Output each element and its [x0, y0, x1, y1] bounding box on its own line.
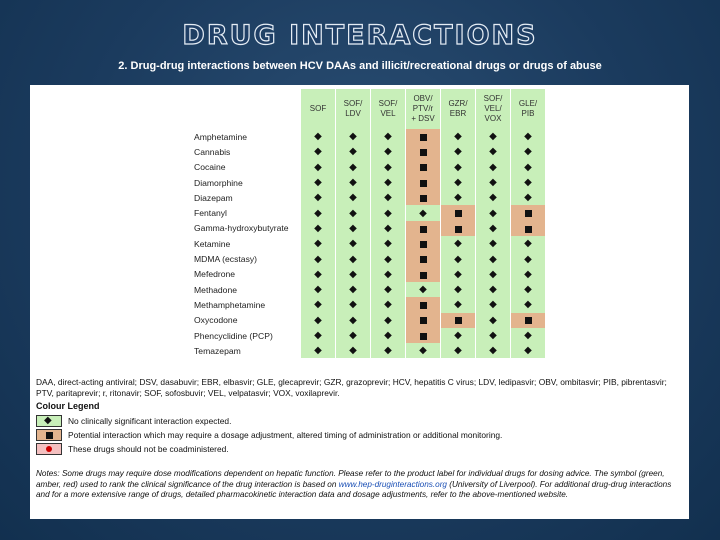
diamond-icon: ◆ [489, 299, 497, 311]
diamond-icon: ◆ [384, 131, 392, 143]
interaction-cell-green [511, 129, 546, 144]
square-icon [420, 164, 427, 171]
square-icon [455, 226, 462, 233]
interaction-cell-green [301, 221, 336, 236]
diamond-icon: ◆ [419, 284, 427, 296]
interaction-cell-amber [406, 144, 441, 159]
diamond-icon: ◆ [489, 177, 497, 189]
diamond-icon: ◆ [454, 253, 462, 265]
diamond-icon: ◆ [314, 314, 322, 326]
interaction-cell-green [301, 282, 336, 297]
legend-title: Colour Legend [36, 401, 100, 411]
diamond-icon: ◆ [489, 146, 497, 158]
diamond-icon: ◆ [524, 238, 532, 250]
square-icon [420, 134, 427, 141]
interaction-cell-green [511, 190, 546, 205]
dot-icon [46, 446, 52, 452]
diamond-icon: ◆ [314, 222, 322, 234]
diamond-icon: ◆ [349, 161, 357, 173]
diamond-icon: ◆ [384, 345, 392, 357]
diamond-icon: ◆ [454, 345, 462, 357]
interaction-cell-green [301, 175, 336, 190]
diamond-icon: ◆ [524, 330, 532, 341]
column-header: SOF [301, 89, 336, 129]
diamond-icon: ◆ [419, 207, 427, 219]
diamond-icon: ◆ [419, 345, 427, 357]
interaction-cell-green [301, 236, 336, 251]
interaction-cell-green [336, 313, 371, 328]
interaction-cell-green [441, 267, 476, 282]
diamond-icon: ◆ [524, 161, 532, 173]
diamond-icon: ◆ [524, 299, 532, 311]
table-row [192, 190, 545, 205]
drug-name: Amphetamine [192, 129, 301, 144]
diamond-icon: ◆ [349, 192, 357, 204]
drug-name: Ketamine [192, 236, 301, 251]
diamond-icon: ◆ [384, 161, 392, 173]
square-icon [455, 210, 462, 217]
diamond-icon: ◆ [349, 146, 357, 158]
interaction-cell-green [301, 251, 336, 266]
notes-text [36, 469, 686, 501]
interaction-cell-amber [441, 205, 476, 220]
notes-before: Notes: Some drugs may require dose modifications dependent on hepatic function. Please refer to the product label for individual drugs for dosing advice. The symbol (green, amber, red) used to rank the clinical significance of the drug interaction is based on [36, 469, 665, 489]
interaction-cell-amber [406, 313, 441, 328]
column-header: SOF/ VEL/ VOX [476, 89, 511, 129]
interaction-cell-green [441, 328, 476, 343]
diamond-icon: ◆ [524, 253, 532, 265]
hep-druginteractions-link[interactable]: www.hep-druginteractions.org [338, 479, 447, 489]
diamond-icon: ◆ [314, 268, 322, 280]
interaction-cell-green [336, 236, 371, 251]
interaction-cell-green [511, 297, 546, 312]
interaction-cell-amber [406, 160, 441, 175]
drug-name: Diamorphine [192, 175, 301, 190]
column-header: GZR/ EBR [441, 89, 476, 129]
interaction-cell-green [441, 190, 476, 205]
diamond-icon: ◆ [489, 284, 497, 296]
diamond-icon: ◆ [384, 299, 392, 311]
interaction-cell-amber [406, 328, 441, 343]
table-corner [192, 89, 301, 129]
square-icon [420, 180, 427, 187]
diamond-icon: ◆ [489, 330, 497, 341]
interaction-cell-green [336, 221, 371, 236]
interaction-cell-green [511, 267, 546, 282]
diamond-icon: ◆ [384, 207, 392, 219]
interaction-cell-green [336, 267, 371, 282]
interaction-cell-amber [441, 221, 476, 236]
drug-name: Cocaine [192, 160, 301, 175]
square-icon [420, 333, 427, 340]
interaction-cell-amber [406, 175, 441, 190]
interaction-cell-amber [406, 221, 441, 236]
interaction-cell-green [336, 144, 371, 159]
interaction-cell-green [371, 129, 406, 144]
interaction-cell-green [371, 236, 406, 251]
table-row [192, 175, 545, 190]
drug-name: Fentanyl [192, 205, 301, 220]
diamond-icon: ◆ [349, 207, 357, 219]
diamond-icon: ◆ [454, 131, 462, 143]
diamond-icon: ◆ [384, 238, 392, 250]
interaction-cell-green [371, 205, 406, 220]
diamond-icon: ◆ [454, 299, 462, 311]
interaction-cell-green [371, 297, 406, 312]
diamond-icon: ◆ [314, 161, 322, 173]
interaction-cell-green [441, 282, 476, 297]
diamond-icon: ◆ [384, 177, 392, 189]
table-row [192, 251, 545, 266]
column-header: SOF/ LDV [336, 89, 371, 129]
interaction-cell-green [336, 129, 371, 144]
interaction-cell-green [476, 343, 511, 358]
table-header-row [192, 89, 545, 129]
diamond-icon: ◆ [489, 253, 497, 265]
interaction-cell-green [441, 297, 476, 312]
interaction-cell-green [476, 160, 511, 175]
table-row [192, 297, 545, 312]
column-header: OBV/ PTV/r + DSV [406, 89, 441, 129]
table-row [192, 343, 545, 358]
interaction-cell-amber [441, 313, 476, 328]
interaction-cell-green [476, 205, 511, 220]
legend-red-swatch [36, 443, 62, 455]
interaction-cell-green [301, 343, 336, 358]
interaction-cell-green [476, 328, 511, 343]
table-row [192, 160, 545, 175]
legend-red-text: These drugs should not be coadministered. [68, 444, 229, 454]
table-row [192, 282, 545, 297]
interaction-cell-green [441, 343, 476, 358]
table-row [192, 205, 545, 220]
table-row [192, 144, 545, 159]
drug-name: Methamphetamine [192, 297, 301, 312]
interaction-cell-green [371, 251, 406, 266]
table-row [192, 267, 545, 282]
interaction-cell-green [336, 328, 371, 343]
square-icon [420, 226, 427, 233]
square-icon [420, 149, 427, 156]
diamond-icon: ◆ [44, 415, 52, 426]
interaction-cell-green [511, 160, 546, 175]
interaction-cell-green [476, 129, 511, 144]
table-row [192, 328, 545, 343]
interaction-cell-green [441, 251, 476, 266]
interaction-cell-green [511, 175, 546, 190]
interaction-cell-green [476, 313, 511, 328]
interaction-cell-green [371, 267, 406, 282]
diamond-icon: ◆ [384, 314, 392, 326]
diamond-icon: ◆ [384, 284, 392, 296]
interaction-cell-green [511, 343, 546, 358]
diamond-icon: ◆ [454, 177, 462, 189]
interaction-cell-green [476, 175, 511, 190]
interaction-cell-green [336, 160, 371, 175]
interaction-cell-amber [406, 267, 441, 282]
interaction-cell-green [371, 313, 406, 328]
interaction-cell-green [371, 160, 406, 175]
diamond-icon: ◆ [349, 314, 357, 326]
diamond-icon: ◆ [454, 330, 462, 341]
interaction-cell-amber [511, 221, 546, 236]
diamond-icon: ◆ [489, 207, 497, 219]
square-icon [46, 432, 53, 439]
interaction-cell-green [371, 144, 406, 159]
drug-name: Phencyclidine (PCP) [192, 328, 301, 343]
diamond-icon: ◆ [314, 207, 322, 219]
interaction-cell-green [301, 313, 336, 328]
interaction-cell-green [511, 282, 546, 297]
interaction-table-wrap [192, 89, 545, 358]
diamond-icon: ◆ [349, 253, 357, 265]
diamond-icon: ◆ [384, 222, 392, 234]
interaction-cell-green [441, 144, 476, 159]
interaction-cell-green [406, 343, 441, 358]
diamond-icon: ◆ [384, 146, 392, 158]
diamond-icon: ◆ [349, 330, 357, 341]
column-header: SOF/ VEL [371, 89, 406, 129]
drug-name: Diazepam [192, 190, 301, 205]
square-icon [420, 241, 427, 248]
table-row [192, 129, 545, 144]
legend-amber-text: Potential interaction which may require a dosage adjustment, altered timing of administration or additional monitoring. [68, 430, 503, 440]
legend-green-swatch [36, 415, 62, 427]
diamond-icon: ◆ [489, 268, 497, 280]
diamond-icon: ◆ [314, 299, 322, 311]
diamond-icon: ◆ [524, 284, 532, 296]
interaction-cell-green [301, 144, 336, 159]
diamond-icon: ◆ [384, 253, 392, 265]
diamond-icon: ◆ [349, 222, 357, 234]
diamond-icon: ◆ [349, 131, 357, 143]
diamond-icon: ◆ [314, 192, 322, 204]
interaction-cell-green [511, 251, 546, 266]
interaction-cell-green [371, 328, 406, 343]
square-icon [525, 226, 532, 233]
legend-row-amber [36, 428, 686, 442]
drug-name: MDMA (ecstasy) [192, 251, 301, 266]
interaction-cell-green [336, 343, 371, 358]
diamond-icon: ◆ [489, 161, 497, 173]
drug-name: Oxycodone [192, 313, 301, 328]
interaction-cell-green [336, 251, 371, 266]
interaction-cell-amber [406, 190, 441, 205]
slide-title: DRUG INTERACTIONS [182, 20, 538, 51]
content-panel [30, 85, 689, 519]
table-body [192, 129, 545, 358]
diamond-icon: ◆ [454, 146, 462, 158]
interaction-cell-amber [406, 297, 441, 312]
diamond-icon: ◆ [314, 345, 322, 357]
interaction-cell-green [476, 267, 511, 282]
drug-name: Mefedrone [192, 267, 301, 282]
square-icon [420, 302, 427, 309]
diamond-icon: ◆ [314, 284, 322, 296]
diamond-icon: ◆ [349, 177, 357, 189]
interaction-cell-green [371, 221, 406, 236]
interaction-cell-green [301, 129, 336, 144]
diamond-icon: ◆ [349, 268, 357, 280]
interaction-cell-green [371, 343, 406, 358]
diamond-icon: ◆ [524, 177, 532, 189]
drug-name: Temazepam [192, 343, 301, 358]
diamond-icon: ◆ [524, 146, 532, 158]
interaction-cell-green [301, 267, 336, 282]
interaction-cell-green [511, 328, 546, 343]
drug-name: Methadone [192, 282, 301, 297]
interaction-cell-green [336, 190, 371, 205]
diamond-icon: ◆ [454, 238, 462, 250]
notes-after: (University of Liverpool). For additional drug-drug interactions and for a more extensive range of drugs, detailed pharmacokinetic interaction data and dosage adjustments, refer to the above-mentioned website. [36, 479, 672, 499]
interaction-cell-green [301, 205, 336, 220]
interaction-cell-amber [511, 313, 546, 328]
diamond-icon: ◆ [314, 177, 322, 189]
diamond-icon: ◆ [489, 222, 497, 234]
square-icon [420, 256, 427, 263]
diamond-icon: ◆ [349, 238, 357, 250]
interaction-cell-green [476, 297, 511, 312]
interaction-cell-green [476, 251, 511, 266]
interaction-cell-green [511, 144, 546, 159]
legend-amber-swatch [36, 429, 62, 441]
colour-legend [36, 414, 686, 456]
legend-row-red [36, 442, 686, 456]
interaction-cell-amber [406, 129, 441, 144]
legend-green-text: No clinically significant interaction expected. [68, 416, 232, 426]
diamond-icon: ◆ [454, 284, 462, 296]
diamond-icon: ◆ [489, 192, 497, 204]
diamond-icon: ◆ [314, 330, 322, 341]
interaction-cell-green [441, 160, 476, 175]
table-row [192, 236, 545, 251]
interaction-cell-green [476, 190, 511, 205]
interaction-cell-green [511, 236, 546, 251]
diamond-icon: ◆ [454, 192, 462, 204]
interaction-cell-green [371, 175, 406, 190]
square-icon [525, 317, 532, 324]
legend-row-green [36, 414, 686, 428]
drug-name: Gamma-hydroxybutyrate [192, 221, 301, 236]
interaction-cell-green [441, 236, 476, 251]
diamond-icon: ◆ [314, 238, 322, 250]
diamond-icon: ◆ [489, 131, 497, 143]
abbreviations-text: DAA, direct-acting antiviral; DSV, dasabuvir; EBR, elbasvir; GLE, glecaprevir; GZR, grazoprevir; HCV, hepatitis C virus; LDV, ledipasvir; OBV, ombitasvir; PIB, pibrentasvir; PTV, paritaprevir; r, ritonavir; SOF, sofosbuvir; VEL, velpatasvir; VOX, voxilaprevir. [36, 377, 667, 398]
diamond-icon: ◆ [314, 131, 322, 143]
diamond-icon: ◆ [524, 192, 532, 204]
table-row [192, 313, 545, 328]
interaction-table [192, 89, 545, 358]
interaction-cell-green [476, 236, 511, 251]
diamond-icon: ◆ [524, 131, 532, 143]
diamond-icon: ◆ [454, 268, 462, 280]
diamond-icon: ◆ [489, 238, 497, 250]
square-icon [525, 210, 532, 217]
interaction-cell-green [301, 297, 336, 312]
interaction-cell-green [441, 129, 476, 144]
interaction-cell-amber [406, 236, 441, 251]
interaction-cell-green [371, 190, 406, 205]
interaction-cell-amber [511, 205, 546, 220]
interaction-cell-green [476, 144, 511, 159]
interaction-cell-green [476, 282, 511, 297]
diamond-icon: ◆ [489, 345, 497, 357]
interaction-cell-green [336, 175, 371, 190]
table-row [192, 221, 545, 236]
diamond-icon: ◆ [314, 146, 322, 158]
diamond-icon: ◆ [454, 161, 462, 173]
interaction-cell-green [301, 190, 336, 205]
square-icon [420, 195, 427, 202]
diamond-icon: ◆ [524, 268, 532, 280]
diamond-icon: ◆ [384, 192, 392, 204]
interaction-cell-green [336, 282, 371, 297]
interaction-cell-green [406, 282, 441, 297]
interaction-cell-green [301, 328, 336, 343]
diamond-icon: ◆ [384, 330, 392, 341]
interaction-cell-green [301, 160, 336, 175]
diamond-icon: ◆ [489, 314, 497, 326]
diamond-icon: ◆ [349, 284, 357, 296]
interaction-cell-green [476, 221, 511, 236]
slide-subtitle: 2. Drug-drug interactions between HCV DAAs and illicit/recreational drugs or drugs of abuse [118, 60, 602, 72]
interaction-cell-green [406, 205, 441, 220]
interaction-cell-green [336, 297, 371, 312]
diamond-icon: ◆ [349, 345, 357, 357]
interaction-cell-green [336, 205, 371, 220]
drug-name: Cannabis [192, 144, 301, 159]
interaction-cell-amber [406, 251, 441, 266]
square-icon [420, 317, 427, 324]
square-icon [455, 317, 462, 324]
square-icon [420, 272, 427, 279]
column-header: GLE/ PIB [511, 89, 546, 129]
diamond-icon: ◆ [314, 253, 322, 265]
interaction-cell-green [441, 175, 476, 190]
diamond-icon: ◆ [384, 268, 392, 280]
diamond-icon: ◆ [524, 345, 532, 357]
interaction-cell-green [371, 282, 406, 297]
diamond-icon: ◆ [349, 299, 357, 311]
